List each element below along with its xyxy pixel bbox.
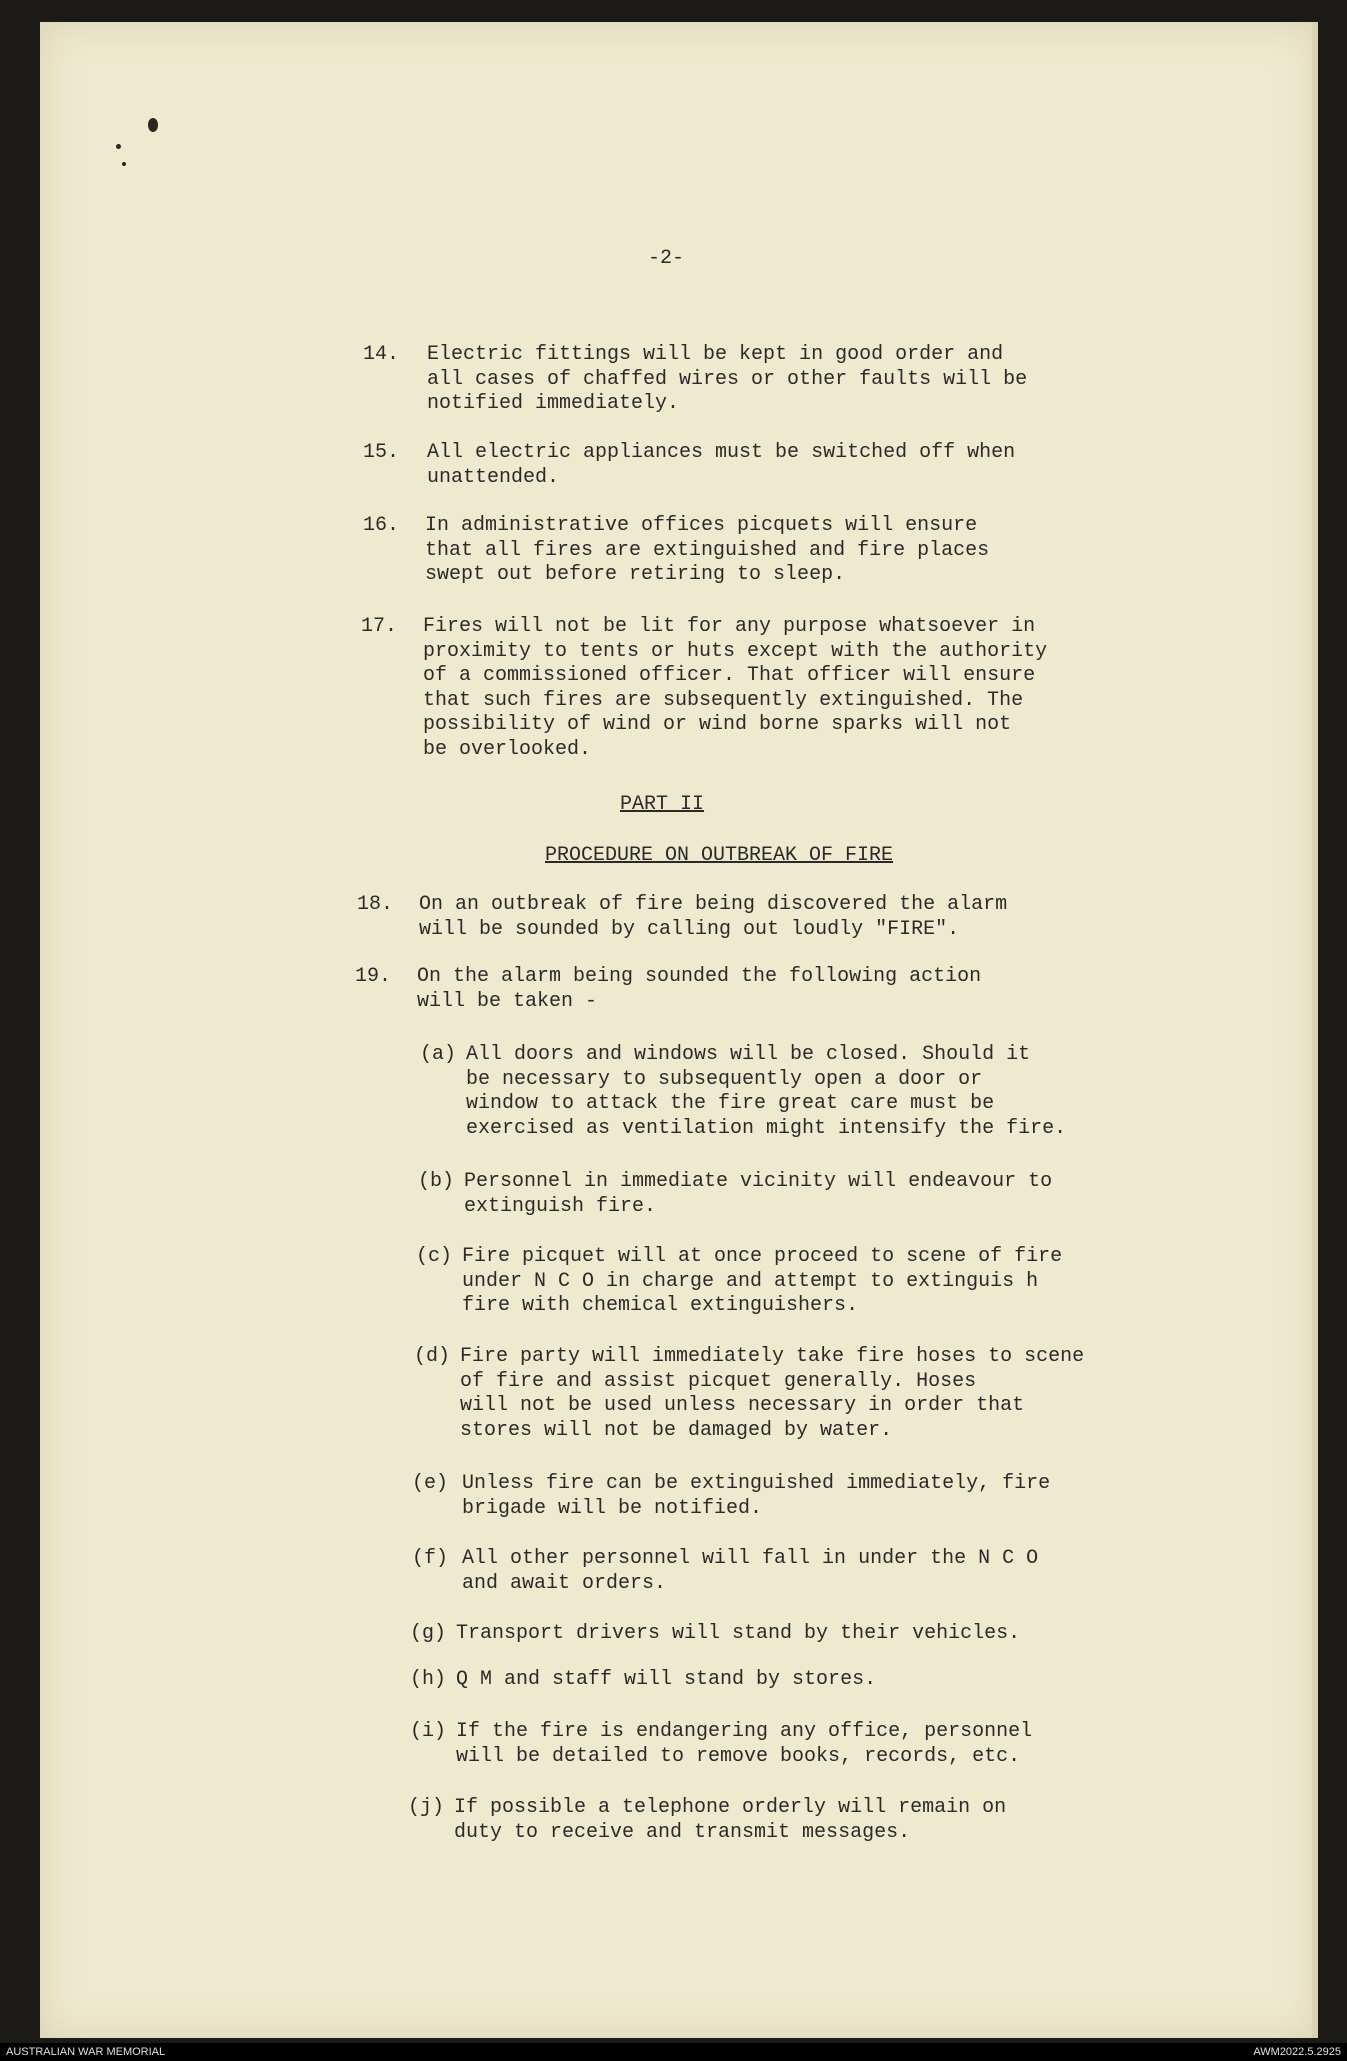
subitem-label: (i) (410, 1720, 447, 1743)
subitem-text: If the fire is endangering any office, personnel will be detailed to remove books, records, etc. (456, 1720, 1033, 1768)
subitem-text: Transport drivers will stand by their vehicles. (456, 1622, 1021, 1645)
subitem-label: (a) (420, 1043, 457, 1066)
paragraph-text: Fires will not be lit for any purpose whatsoever in proximity to tents or huts except with the authority of a commissioned officer. That officer will ensure that such fires are subsequently extinguished. The possibility of wind or wind borne sparks will not be overlooked. (423, 615, 1048, 761)
subitem-label: (c) (416, 1245, 453, 1268)
paragraph-number: 14. (363, 343, 400, 366)
subitem-text: All doors and windows will be closed. Should it be necessary to subsequently open a door or window to attack the fire great care must be exercised as ventilation might intensify the fire. (466, 1043, 1067, 1140)
paragraph-number: 18. (357, 893, 394, 916)
subitem-text: Personnel in immediate vicinity will endeavour to extinguish fire. (464, 1170, 1053, 1218)
subitem-label: (g) (410, 1622, 447, 1645)
paragraph-number: 15. (363, 441, 400, 464)
subitem-text: If possible a telephone orderly will remain on duty to receive and transmit messages. (454, 1796, 1007, 1844)
paragraph-number: 19. (355, 965, 392, 988)
subitem-label: (d) (414, 1345, 451, 1368)
subitem-text: All other personnel will fall in under the N C O and await orders. (462, 1547, 1039, 1595)
accession-number: AWM2022.5.2925 (1253, 2046, 1341, 2058)
subitem-label: (f) (412, 1547, 449, 1570)
paragraph-number: 17. (361, 615, 398, 638)
subitem-text: Unless fire can be extinguished immediately, fire brigade will be notified. (462, 1472, 1051, 1520)
subitem-label: (j) (408, 1796, 445, 1819)
paragraph-text: In administrative offices picquets will ensure that all fires are extinguished and fire places swept out before retiring to sleep. (425, 514, 990, 586)
section-heading: PROCEDURE ON OUTBREAK OF FIRE (545, 844, 894, 867)
institution-label: AUSTRALIAN WAR MEMORIAL (6, 2046, 166, 2058)
paragraph-text: On an outbreak of fire being discovered the alarm will be sounded by calling out loudly "FIRE". (419, 893, 1008, 941)
part-heading: PART II (620, 793, 705, 816)
subitem-text: Fire party will immediately take fire hoses to scene of fire and assist picquet generally. Hoses will not be used unless necessary in order that stores will not be damaged by water. (460, 1345, 1085, 1442)
subitem-label: (e) (412, 1472, 449, 1495)
paragraph-number: 16. (363, 514, 400, 537)
page-number: -2- (648, 247, 685, 270)
paragraph-text: All electric appliances must be switched off when unattended. (427, 441, 1016, 489)
subitem-text: Q M and staff will stand by stores. (456, 1668, 877, 1691)
paragraph-text: Electric fittings will be kept in good order and all cases of chaffed wires or other faults will be notified immediately. (427, 343, 1028, 415)
paragraph-text: On the alarm being sounded the following action will be taken - (417, 965, 982, 1013)
archive-footer (0, 2043, 1347, 2061)
subitem-label: (b) (418, 1170, 455, 1193)
subitem-text: Fire picquet will at once proceed to scene of fire under N C O in charge and attempt to extinguis h fire with chemical extinguishers. (462, 1245, 1063, 1317)
subitem-label: (h) (410, 1668, 447, 1691)
